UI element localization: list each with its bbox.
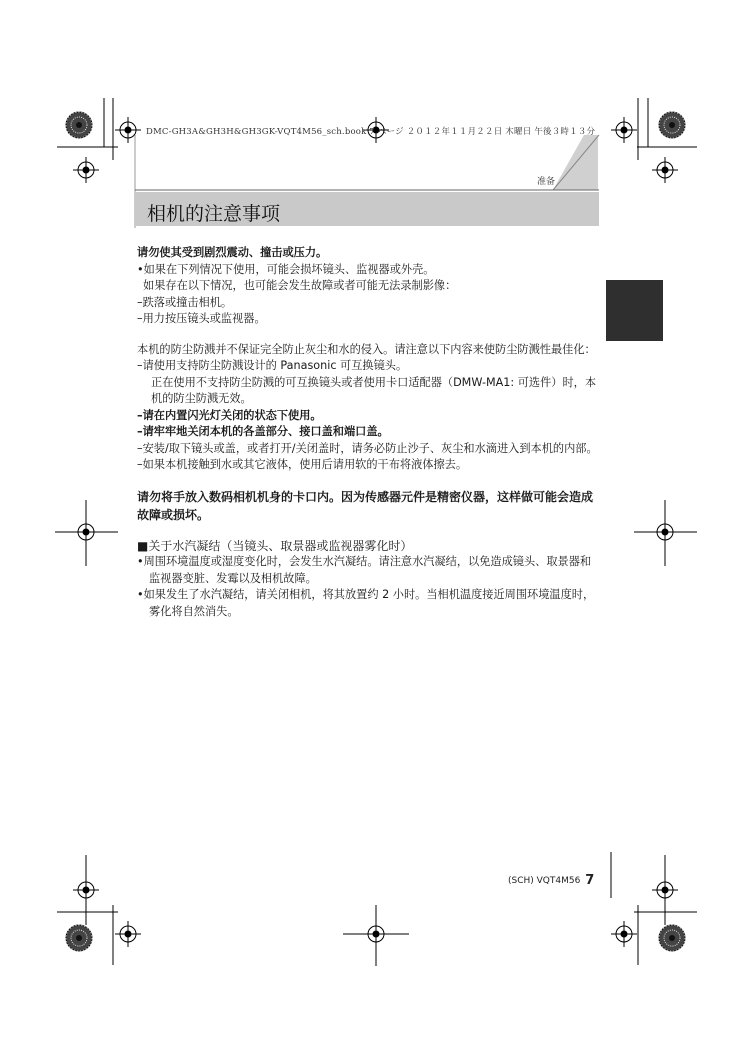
text-malfunction: 如果存在以下情况，也可能会发生故障或者可能无法录制影像： <box>143 279 457 292</box>
bullet-condensation: •周围环境温度或湿度变化时，会发生水汽凝结。请注意水汽凝结，以免造成镜头、取景器和监视器变脏、发霉以及相机故障。 <box>137 555 592 585</box>
registration-mark <box>652 157 678 183</box>
starburst-mark <box>66 925 92 951</box>
section-label: 准备 <box>537 177 556 187</box>
page-number: 7 <box>585 873 595 888</box>
registration-mark <box>611 921 637 947</box>
bullet-damage: •如果在下列情况下使用，可能会损坏镜头、监视器或外壳。 <box>137 262 435 276</box>
registration-mark <box>611 117 637 143</box>
chapter-tab <box>606 280 663 341</box>
registration-mark <box>115 921 141 947</box>
list-item: –如果本机接触到水或其它液体，使用后请用软的干布将液体擦去。 <box>137 458 468 471</box>
list-item: –跌落或撞击相机。 <box>137 295 233 309</box>
list-item: –请牢牢地关闭本机的各盖部分、接口盖和端口盖。 <box>137 425 389 438</box>
registration-mark <box>73 157 99 183</box>
list-item: –安装/取下镜头或盖，或者打开/关闭盖时，请务必防止沙子、灰尘和水滴进入到本机的内部。 <box>137 441 598 455</box>
starburst-mark <box>659 112 685 138</box>
list-item: –请在内置闪光灯关闭的状态下使用。 <box>137 408 322 422</box>
starburst-mark <box>66 112 92 138</box>
footer-code: (SCH) VQT4M56 <box>508 876 581 886</box>
list-item-note: 正在使用不支持防尘防溅的可互换镜头或者使用卡口适配器（DMW-MA1: 可选件）时，本机的防尘防溅无效。 <box>151 375 597 405</box>
registration-mark <box>115 117 141 143</box>
bullet-condensation-fix: •如果发生了水汽凝结，请关闭相机，将其放置约 2 小时。当相机温度接近周围环境温度时，雾化将自然消失。 <box>137 588 595 618</box>
heading-mount: 请勿将手放入数码相机机身的卡口内。因为传感器元件是精密仪器，这样做可能会造成故障或损坏。 <box>137 489 594 522</box>
list-item: –用力按压镜头或监视器。 <box>137 312 266 325</box>
page-title: 相机的注意事项 <box>147 203 281 225</box>
heading-shock: 请勿使其受到剧烈震动、撞击或压力。 <box>137 246 328 259</box>
heading-condensation: ■关于水汽凝结（当镜头、取景器或监视器雾化时） <box>137 538 413 553</box>
main-content <box>137 245 602 620</box>
page-footer <box>508 873 594 888</box>
dustproof-intro: 本机的防尘防溅并不保证完全防止灰尘和水的侵入。请注意以下内容来使防尘防溅性最佳化： <box>137 342 596 356</box>
starburst-mark <box>659 925 685 951</box>
list-item: –请使用支持防尘防溅设计的 Panasonic 可互换镜头。 <box>137 359 408 372</box>
print-slug: DMC-GH3A&GH3H&GH3GK-VQT4M56_sch.book 7 ページ ２０１２年１１月２２日 木曜日 午後３時１３分 <box>146 127 596 137</box>
